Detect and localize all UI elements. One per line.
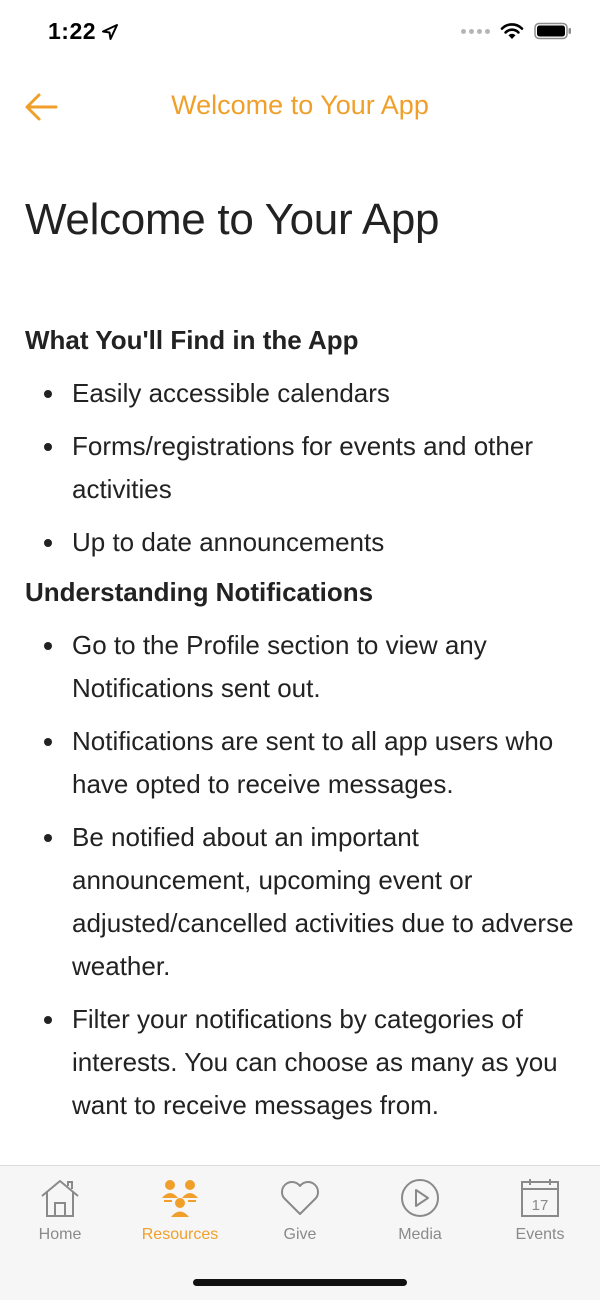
list-item: Easily accessible calendars: [0, 372, 600, 415]
tab-bar: [0, 1165, 600, 1300]
location-arrow-icon: [100, 22, 120, 42]
list-item: Go to the Profile section to view any Notifications sent out.: [0, 624, 600, 710]
section-heading: Understanding Notifications: [25, 577, 374, 607]
bullet-list: [0, 624, 600, 1127]
calendar-date-text: 17: [531, 1197, 549, 1214]
cellular-signal-icon: [461, 29, 490, 34]
people-icon: [158, 1176, 202, 1220]
status-time: 1:22: [48, 18, 97, 44]
page-title: Welcome to Your App: [25, 195, 440, 244]
nav-title: Welcome to Your App: [171, 90, 429, 120]
main-content: [0, 190, 600, 1137]
status-bar: [0, 0, 600, 64]
section-heading: What You'll Find in the App: [25, 325, 359, 355]
section-notifications: [0, 574, 600, 1127]
tab-events[interactable]: [480, 1176, 600, 1256]
list-item: Forms/registrations for events and other activities: [0, 425, 600, 511]
calendar-icon: [518, 1176, 562, 1220]
home-indicator[interactable]: [193, 1279, 407, 1286]
navigation-bar: [0, 70, 600, 142]
tab-media[interactable]: [360, 1176, 480, 1256]
tab-resources[interactable]: [120, 1176, 240, 1256]
tab-home[interactable]: [0, 1176, 120, 1256]
play-circle-icon: [398, 1176, 442, 1220]
home-icon: [38, 1176, 82, 1220]
section-app-features: [0, 322, 600, 564]
tab-label: Media: [398, 1226, 442, 1243]
tab-label: Resources: [141, 1226, 219, 1243]
tab-label: Give: [283, 1226, 317, 1243]
battery-icon: [534, 22, 572, 40]
tab-give[interactable]: [240, 1176, 360, 1256]
tab-label: Home: [38, 1226, 82, 1243]
status-indicators: [461, 22, 572, 40]
list-item: Up to date announcements: [0, 521, 600, 564]
list-item: Filter your notifications by categories of interests. You can choose as many as you want to receive messages from.: [0, 998, 600, 1127]
heart-icon: [278, 1176, 322, 1220]
tab-label: Events: [515, 1226, 565, 1243]
list-item: Be notified about an important announcement, upcoming event or adjusted/cancelled activities due to adverse weather.: [0, 816, 600, 988]
wifi-icon: [500, 22, 524, 40]
list-item: Notifications are sent to all app users who have opted to receive messages.: [0, 720, 600, 806]
bullet-list: [0, 372, 600, 564]
